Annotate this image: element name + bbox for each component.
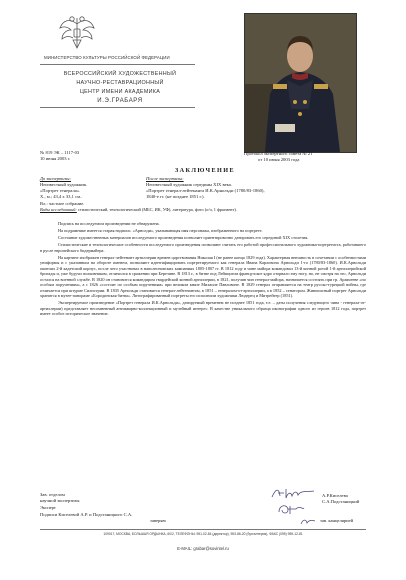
footer-address: 109017, МОСКВА, БОЛЬШАЯ ОРДЫНКА, 60/2, ТЕЛЕФОНЫ: 951-02-84 (директор), 953-86-20 (бухгалтерия), ФАКС (095) 959-12-81 — [103, 532, 303, 536]
owner-line: Вл.: частное собрание. — [40, 201, 85, 206]
portrait-photo — [244, 13, 357, 153]
footer-rule — [40, 529, 366, 530]
before-line: «Портрет генерала». — [40, 188, 81, 193]
certified-label: заверяю — [150, 518, 166, 523]
signature-icon — [300, 518, 316, 526]
signed-by: Подписи Киселевой А.Р. и Подстаницкого С.А. — [40, 512, 133, 517]
double-headed-eagle-icon — [55, 10, 99, 54]
signer-name: А.Р.Киселева — [322, 493, 348, 498]
header-rule-top — [40, 64, 195, 65]
doc-number: № 819 ЭК – 1117-03 — [40, 150, 80, 155]
doc-date: 10 июня 2003 г. — [40, 156, 71, 161]
after-line: Неизвестный художник середины XIX века. — [146, 182, 232, 187]
dept-head-label: научной экспертизы — [40, 498, 80, 503]
before-line: Неизвестный художник. — [40, 182, 88, 187]
header-rule-bottom — [40, 107, 195, 108]
dept-head-label: Зав. отделом — [40, 492, 65, 497]
protocol-line-1: Протокол экспертного совета № 21 — [244, 151, 313, 156]
office-label: зав. канцелярией — [320, 518, 354, 523]
center-name-line: НАУЧНО-РЕСТАВРАЦИОННЫЙ — [76, 80, 164, 86]
methods-label: Виды исследований: — [40, 207, 77, 212]
after-heading: После экспертизы: — [146, 176, 184, 181]
signer-name: С.А.Подстаницкий — [322, 499, 360, 504]
paragraph: Стилистические и технологические особенности исследуемого произведения позволяют считать его работой профессионального художника-портретиста, работавшего в русле европейского бидермайера. — [40, 242, 366, 253]
center-name-line: И.Э.ГРАБАРЯ — [97, 98, 143, 104]
before-line: Х., м.; 43,4 х 33,1 см.. — [40, 194, 83, 199]
body-text — [40, 221, 366, 317]
emblem — [55, 10, 99, 54]
paragraph: Экспертируемое произведение «Портрет генерала И.К.Арнольди», датируемый временем не позднее 1851 года, т.е. – даты получения следующего чина - генерала-от-артиллерии) представляет несомненный антикварно-коллекционный и музейный интерес. В качестве уникального образца иконографии одного из героев 1812 года, портрет имеет особое историческое значение. — [40, 300, 366, 317]
methods-text: стилистический, технологический (МБС, ИК, УФ), литература, фото (о/ч, 1 фрагмент). — [76, 207, 237, 212]
paragraph: Состояние художественных материалов исследуемого произведения позволяет ориентировочно датировать его серединой XIX столетия. — [58, 235, 309, 241]
after-line: 1840-е гг. (не позднее 1851 г.). — [146, 194, 205, 199]
paragraph: На картине изображен генерал-лейтенант артиллерии времен царствования Николая I (не ранее конца 1829 года). Характерная внешность в сочетании с особенностями униформы и с указанным на обороте именем, позволяют идентифицировать портретируемого как генерала Ивана Карловича Арнольди 1-го (1780/83-1860). И.К.Арнольди окончил 2-й кадетский корпус, после чего участвовал в наполеоновских кампаниях 1805-1807 гг. В 1812 году в чине майора командовал 13-й конной ротой 1-й артиллерийской бригады и, уже будучи полковником, отличился в сражении при Березине. В 1813 г., в битве под Лейпцигом французское ядро оторвало ему ногу, но, не смотря на это, Арнольди остался на военной службе. В 1820 он становится командиром гвардейской конной артиллерии, в 1821, получив чин генерал-майора, назначается состоять при гр. Аракчееве «по особым поручениям», а с 1826 «состоит по особым поручениям» при великом князе Михаиле Павловиче. В 1829 генерал отправляется на театр русско-турецкой войны, где отличается при штурме Силистрии. В 1835 Арнольди становится генерал-лейтенантом, в 1851 – генералом-от-артиллерии, а в 1852 – сенатором. Живописный портрет Арнольди хранится в музее-панораме «Бородинская битва». Литографированный портреты его исполнили художники Людерец и Митрейтер (1851). — [40, 254, 366, 299]
center-name-line: ЦЕНТР ИМЕНИ АКАДЕМИКА — [79, 89, 161, 95]
expert-label: Эксперт — [40, 505, 56, 510]
protocol-line-2: от 10 июня 2003 года — [258, 157, 300, 162]
before-heading: До экспертизы: — [40, 176, 72, 181]
signature-icon — [270, 486, 316, 500]
footer-email[interactable]: E-MAIL: grabar@sovintel.ru — [177, 546, 229, 551]
paragraph: Подпись на исследуемом произведении не обнаружена. — [58, 221, 160, 226]
after-line: «Портрет генерал-лейтенанта И.К.Арнольди (1780/83-1860), — [146, 188, 265, 193]
general-portrait-image — [245, 14, 356, 152]
methods-line — [40, 207, 366, 213]
paragraph: На подрамнике имеется старая надпись: «Арнолди», указывающая имя персонажа, изображенного на портрете. — [58, 228, 263, 234]
center-name — [60, 70, 180, 106]
ministry-name: МИНИСТЕРСТВО КУЛЬТУРЫ РОССИЙСКОЙ ФЕДЕРАЦИИ — [44, 55, 170, 60]
center-name-line: ВСЕРОССИЙСКИЙ ХУДОЖЕСТВЕННЫЙ — [63, 71, 177, 77]
document-title: ЗАКЛЮЧЕНИЕ — [175, 167, 235, 174]
